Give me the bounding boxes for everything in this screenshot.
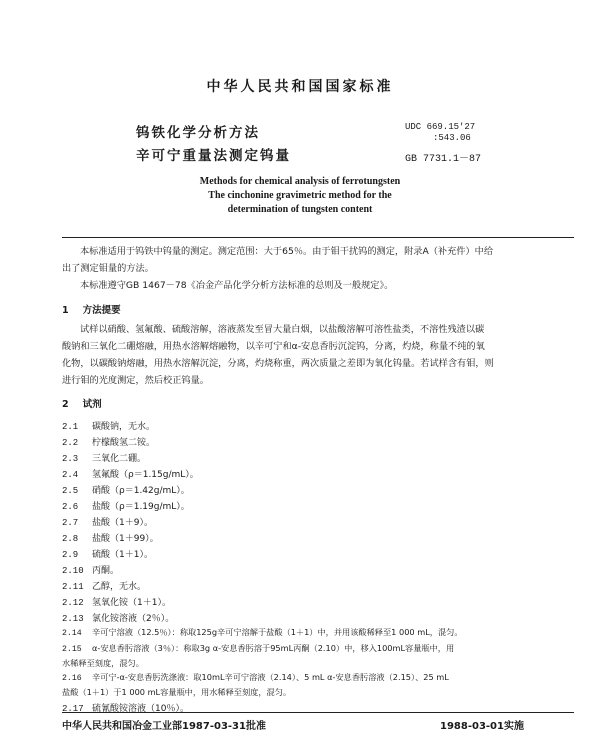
title-en-line2: The cinchonine gravimetric method for the — [208, 190, 392, 201]
effective-date: 1988-03-01实施 — [440, 721, 524, 732]
reagent-number: 2.16 — [62, 674, 82, 683]
intro-standard-reference: 本标准遵守GB 1467－78《冶金产品化学分析方法标准的总则及一般规定》。 — [80, 280, 394, 291]
reagent-number: 2.3 — [62, 454, 79, 464]
reagent-item — [62, 563, 119, 576]
reagent-number: 2.1 — [62, 422, 79, 432]
reagent-text: 盐酸（ρ＝1.19g/mL）。 — [92, 502, 190, 512]
udc-subcode: :543.06 — [433, 133, 471, 143]
reagent-number: 2.13 — [62, 614, 84, 624]
national-standard-header: 中华人民共和国国家标准 — [206, 79, 394, 95]
section1-title: 方法提要 — [82, 305, 121, 316]
reagent-continuation: 水稀释至刻度，混匀。 — [62, 658, 144, 668]
reagent-text: 丙酮。 — [92, 566, 120, 576]
section1-heading — [62, 302, 135, 316]
section1-line1: 试样以硝酸、氢氟酸、硫酸溶解，溶液蒸发至冒大量白烟，以盐酸溶解可溶性盐类，不溶性残渣以碳 — [80, 324, 485, 335]
reagent-item — [62, 672, 449, 698]
reagent-number: 2.9 — [62, 550, 79, 560]
section2-title: 试剂 — [82, 399, 102, 410]
reagent-item — [62, 515, 153, 528]
reagent-text: α-安息香肟溶液（3％）：称取3g α-安息香肟溶于95mL丙酮（2.10）中，移入100mL容量瓶中，用 — [92, 643, 455, 653]
reagent-text: 硫酸（1＋1）。 — [92, 550, 153, 560]
reagent-item — [62, 595, 171, 608]
reagent-text: 氢氟酸（ρ＝1.15g/mL）。 — [92, 470, 199, 480]
reagent-item — [62, 611, 174, 624]
reagent-number: 2.12 — [62, 598, 84, 608]
reagent-item — [62, 467, 199, 480]
reagent-number: 2.2 — [62, 438, 79, 448]
title-cn-line2: 辛可宁重量法测定钨量 — [136, 148, 291, 164]
reagent-text: 氯化铵溶液（2％）。 — [92, 614, 175, 624]
reagent-text: 三氧化二硼。 — [92, 454, 147, 464]
title-divider — [62, 237, 574, 238]
intro-line2: 出了测定钼量的方法。 — [62, 263, 154, 274]
reagent-item — [62, 451, 146, 464]
reagent-continuation: 盐酸（1＋1）于1 000 mL容量瓶中，用水稀释至刻度，混匀。 — [62, 687, 292, 697]
reagent-number: 2.8 — [62, 534, 79, 544]
reagent-item — [62, 499, 190, 512]
reagent-text: 乙醇，无水。 — [92, 582, 147, 592]
reagent-item — [62, 547, 153, 560]
reagent-item — [62, 579, 146, 592]
title-cn-line1: 钨铁化学分析方法 — [136, 125, 260, 141]
reagent-number: 2.17 — [62, 704, 84, 714]
reagent-item — [62, 435, 155, 448]
intro-paragraph — [62, 243, 574, 294]
reagent-number: 2.15 — [62, 645, 82, 654]
reagent-number: 2.7 — [62, 518, 79, 528]
reagent-number: 2.11 — [62, 582, 84, 592]
reagent-number: 2.6 — [62, 502, 79, 512]
reagent-item — [62, 483, 190, 496]
reagent-item — [62, 627, 463, 638]
reagent-item — [62, 701, 189, 714]
approval-note: 中华人民共和国冶金工业部1987-03-31批准 — [62, 721, 266, 732]
udc-code: UDC 669.15'27 — [405, 122, 476, 132]
reagent-number: 2.14 — [62, 629, 82, 638]
section1-body — [62, 321, 574, 389]
reagent-text: 硝酸（ρ＝1.42g/mL）。 — [92, 486, 190, 496]
reagent-text: 柠檬酸氢二铵。 — [92, 438, 156, 448]
reagent-item — [62, 643, 454, 669]
section2-heading — [62, 396, 116, 410]
section1-number: 1 — [62, 305, 69, 316]
section1-line4: 进行钼的光度测定，然后校正钨量。 — [62, 375, 209, 386]
reagent-item — [62, 419, 155, 432]
reagent-number: 2.4 — [62, 470, 79, 480]
title-en-line1: Methods for chemical analysis of ferrotungsten — [199, 176, 401, 187]
reagent-text: 辛可宁溶液（12.5％）：称取125g辛可宁溶解于盐酸（1＋1）中，并用该酸稀释至1 000 mL，混匀。 — [92, 627, 463, 637]
reagent-text: 辛可宁-α-安息香肟洗涤液：取10mL辛可宁溶液（2.14）、5 mL α-安息香肟溶液（2.15）、25 mL — [92, 672, 449, 682]
section1-line2: 酸钠和三氧化二硼熔融，用热水溶解熔融物，以辛可宁和α-安息香肟沉淀钨，分离，灼烧，称量不纯的氧 — [62, 341, 485, 352]
reagent-number: 2.5 — [62, 486, 79, 496]
reagent-text: 氢氧化铵（1＋1）。 — [92, 598, 171, 608]
reagent-text: 碳酸钠，无水。 — [92, 422, 156, 432]
reagent-item — [62, 531, 159, 544]
gb-code: GB 7731.1－87 — [405, 154, 482, 165]
reagent-text: 盐酸（1＋9）。 — [92, 518, 153, 528]
section2-number: 2 — [62, 399, 69, 410]
intro-line1: 本标准适用于钨铁中钨量的测定。测定范围：大于65％。由于钼干扰钨的测定，附录A（补充件）中给 — [80, 246, 494, 257]
title-en-line3: determination of tungsten content — [227, 204, 373, 215]
reagent-text: 盐酸（1＋99）。 — [92, 534, 159, 544]
section1-line3: 化物，以碳酸钠熔融，用热水溶解沉淀，分离，灼烧称重，两次质量之差即为氧化钨量。若试样含有钼，则 — [62, 358, 494, 369]
reagent-text: 硫氰酸铵溶液（10％）。 — [92, 704, 189, 714]
reagent-number: 2.10 — [62, 566, 84, 576]
